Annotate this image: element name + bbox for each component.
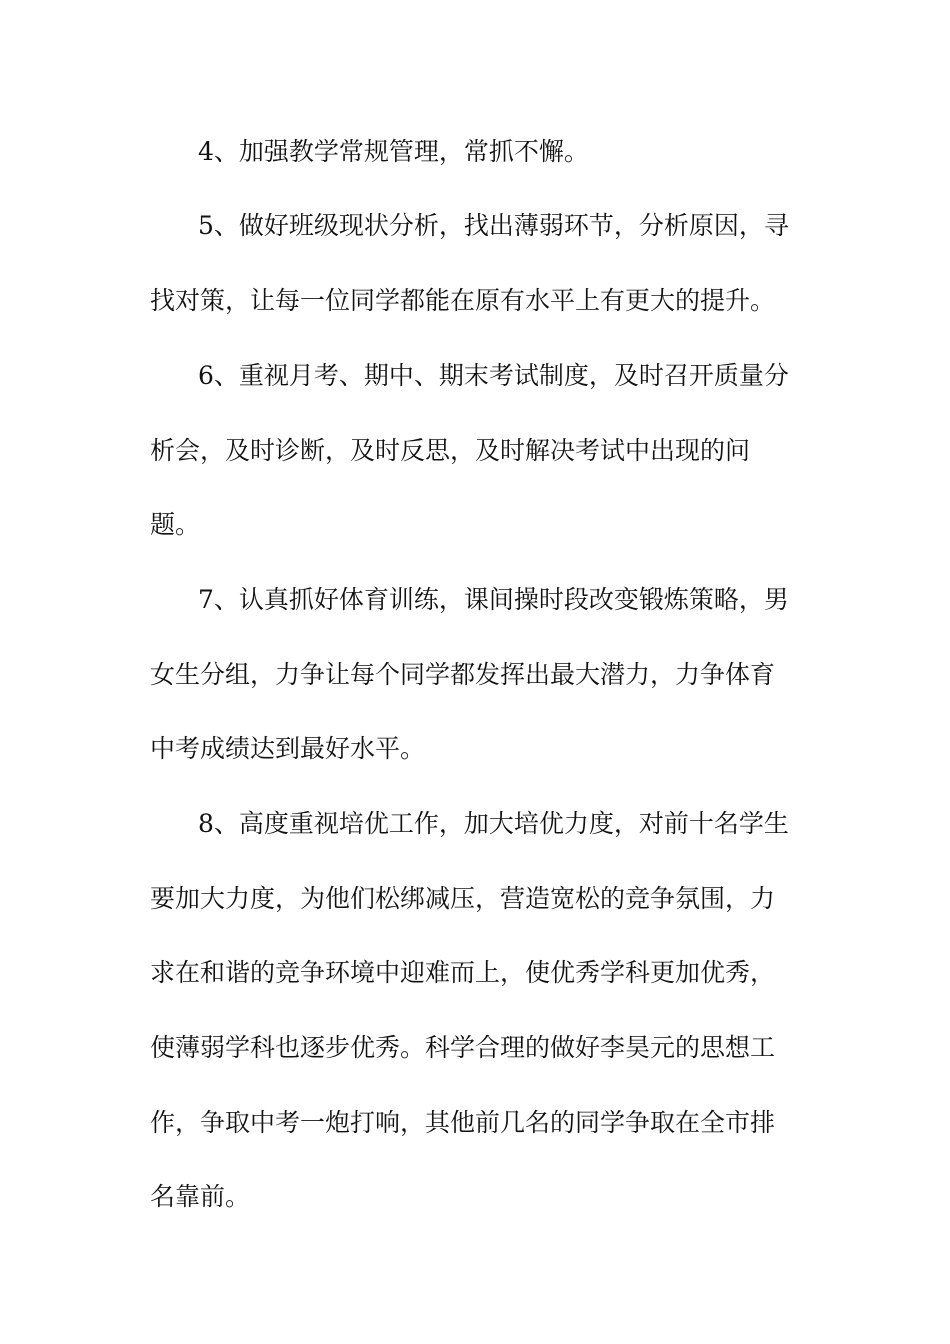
item-8-line-5: 作，争取中考一炮打响，其他前几名的同学争取在全市排 xyxy=(150,1108,776,1137)
item-7-line-3: 中考成绩达到最好水平。 xyxy=(150,734,426,763)
item-8-line-2: 要加大力度，为他们松绑减压，营造宽松的竞争氛围，力 xyxy=(150,884,776,913)
item-4-line-1: 4、加强教学常规管理，常抓不懈。 xyxy=(198,137,589,166)
item-8-line-6: 名靠前。 xyxy=(150,1182,251,1211)
item-6-line-3: 题。 xyxy=(150,510,201,539)
item-7-line-2: 女生分组，力争让每个同学都发挥出最大潜力，力争体育 xyxy=(150,660,776,689)
item-6-line-2: 析会，及时诊断，及时反思，及时解决考试中出现的问 xyxy=(150,436,751,465)
item-5-line-1: 5、做好班级现状分析，找出薄弱环节，分析原因，寻 xyxy=(198,211,789,240)
item-6-line-1: 6、重视月考、期中、期末考试制度，及时召开质量分 xyxy=(198,361,789,390)
item-7-line-1: 7、认真抓好体育训练，课间操时段改变锻炼策略，男 xyxy=(198,585,789,614)
item-5-line-2: 找对策，让每一位同学都能在原有水平上有更大的提升。 xyxy=(150,286,776,315)
item-8-line-3: 求在和谐的竞争环境中迎难而上，使优秀学科更加优秀， xyxy=(150,958,776,987)
item-8-line-1: 8、高度重视培优工作，加大培优力度，对前十名学生 xyxy=(198,809,789,838)
item-8-line-4: 使薄弱学科也逐步优秀。科学合理的做好李昊元的思想工 xyxy=(150,1033,776,1062)
